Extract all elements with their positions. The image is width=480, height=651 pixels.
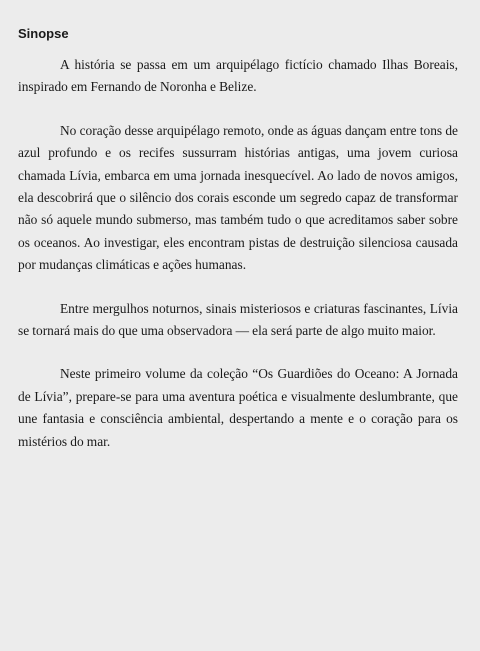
paragraph-2: No coração desse arquipélago remoto, onde as águas dançam entre tons de azul profundo e os recifes sussurram histórias antigas, uma jovem curiosa chamada Lívia, embarca em uma jornada inesquecível. Ao lado de novos amigos, ela descobrirá que o silêncio dos corais esconde um segredo capaz de transformar não só aquele mundo submerso, mas também tudo o que acreditamos saber sobre os oceanos. Ao investigar, eles encontram pistas de destruição silenciosa causada por mudanças climáticas e ações humanas. (18, 122, 458, 273)
section-heading: Sinopse (18, 26, 69, 41)
paragraph-4: Neste primeiro volume da coleção “Os Guardiões do Oceano: A Jornada de Lívia”, prepare-se para uma aventura poética e visualmente deslumbrante, que une fantasia e consciência ambiental, despertando a mente e o coração para os mistérios do mar. (18, 366, 458, 449)
paragraph-1: A história se passa em um arquipélago fictício chamado Ilhas Boreais, inspirado em Fernando de Noronha e Belize. (18, 57, 458, 95)
paragraph-3: Entre mergulhos noturnos, sinais misteriosos e criaturas fascinantes, Lívia se tornará mais do que uma observadora — ela será parte de algo muito maior. (18, 300, 458, 339)
